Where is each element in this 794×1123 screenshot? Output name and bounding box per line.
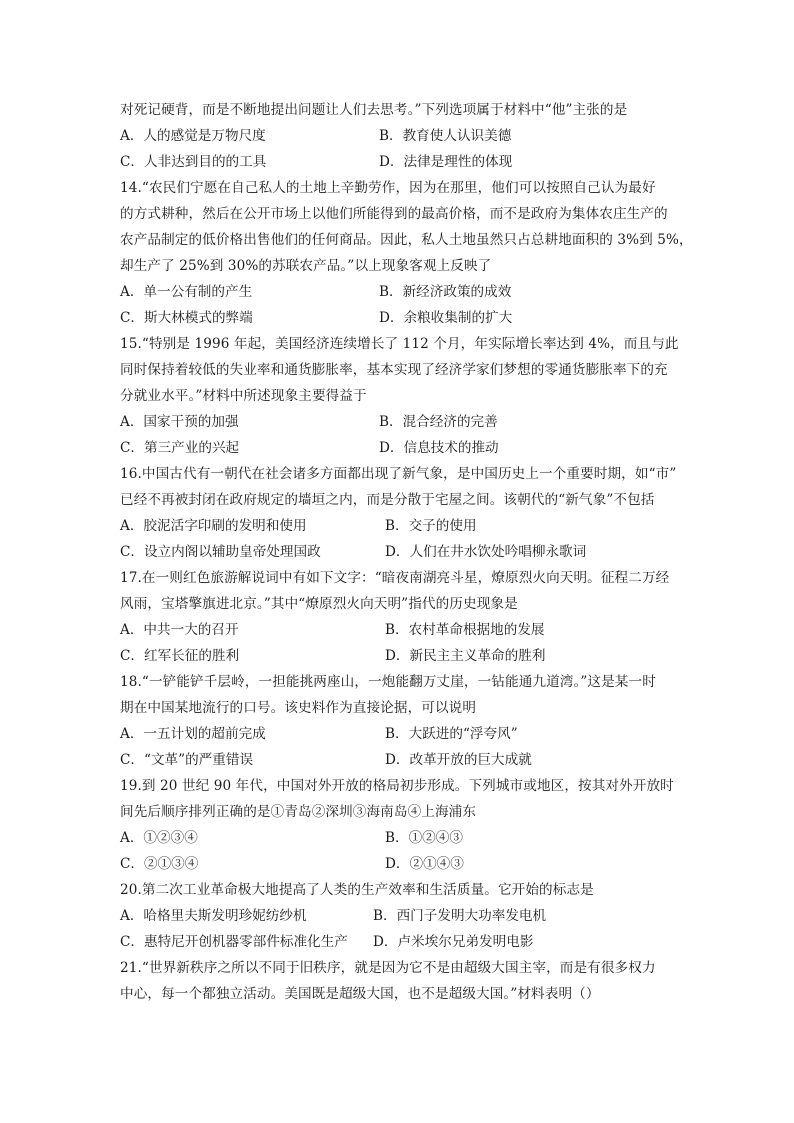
q20-stem-line-1: 20.第二次工业革命极大地提高了人类的生产效率和生活质量。它开始的标志是 <box>120 882 594 898</box>
q19-stem-line-1: 19.到 20 世纪 90 年代，中国对外开放的格局初步形成。下列城市或地区，按其对外开放时 <box>120 778 674 794</box>
q19-stem-line-2: 间先后顺序排列正确的是①青岛②深圳③海南岛④上海浦东 <box>120 804 477 820</box>
q14-stem-line-4: 却生产了 25%到 30%的苏联农产品。”以上现象客观上反映了 <box>120 258 492 274</box>
q18-stem-line-2: 期在中国某地流行的口号。该史料作为直接论据，可以说明 <box>120 700 477 716</box>
q21-stem-line-1: 21.“世界新秩序之所以不同于旧秩序，就是因为它不是由超级大国主宰，而是有很多权力 <box>120 960 656 976</box>
q16-option-c: C．设立内阁以辅助皇帝处理国政 <box>120 544 321 560</box>
q18-option-d: D．改革开放的巨大成就 <box>385 752 532 768</box>
q17-stem-line-2: 风雨，宝塔擎旗进北京。”其中“燎原烈火向天明”指代的历史现象是 <box>120 596 518 612</box>
q13-option-c: C．人非达到目的的工具 <box>120 154 267 170</box>
q16-stem-line-1: 16.中国古代有一朝代在社会诸多方面都出现了新气象，是中国历史上一个重要时期，如“市” <box>120 466 677 482</box>
q17-stem-line-1: 17.在一则红色旅游解说词中有如下文字：“暗夜南湖亮斗星，燎原烈火向天明。征程二万经 <box>120 570 670 586</box>
q15-stem-line-2: 同时保持着较低的失业率和通货膨胀率，基本实现了经济学家们梦想的零通货膨胀率下的充 <box>120 362 668 378</box>
q16-option-d: D．人们在井水饮处吟唱柳永歌词 <box>385 544 587 560</box>
q20-option-d: D．卢米埃尔兄弟发明电影 <box>373 934 534 950</box>
q15-option-b: B．混合经济的完善 <box>379 414 498 430</box>
q13-option-b: B．教育使人认识美德 <box>379 128 512 144</box>
q13-option-a: A．人的感觉是万物尺度 <box>120 128 266 144</box>
q19-option-b: B．①②④③ <box>385 830 463 846</box>
q20-option-b: B．西门子发明大功率发电机 <box>373 908 547 924</box>
q19-option-d: D．②①④③ <box>385 856 464 872</box>
q21-stem-line-2: 中心，每一个都独立活动。美国既是超级大国，也不是超级大国。”材料表明（） <box>120 986 600 1002</box>
q14-stem-line-3: 农产品制定的低价格出售他们的任何商品。因此，私人土地虽然只占总耕地面积的 3%到 5%， <box>120 232 693 248</box>
q15-option-c: C．第三产业的兴起 <box>120 440 240 456</box>
q14-option-c: C．斯大林模式的弊端 <box>120 310 253 326</box>
question-13-continuation: 对死记硬背，而是不断地提出问题让人们去思考。”下列选项属于材料中“他”主张的是 <box>120 102 628 118</box>
q16-stem-line-2: 已经不再被封闭在政府规定的墙垣之内，而是分散于宅屋之间。该朝代的“新气象”不包括 <box>120 492 655 508</box>
q15-option-a: A．国家干预的加强 <box>120 414 239 430</box>
q14-stem-line-2: 的方式耕种，然后在公开市场上以他们所能得到的最高价格，而不是政府为集体农庄生产的 <box>120 206 668 222</box>
q15-stem-line-3: 分就业水平。”材料中所述现象主要得益于 <box>120 388 367 404</box>
q14-option-a: A．单一公有制的产生 <box>120 284 253 300</box>
q17-option-a: A．中共一大的召开 <box>120 622 239 638</box>
q17-option-b: B．农村革命根据地的发展 <box>385 622 545 638</box>
q18-option-c: C．“文革”的严重错误 <box>120 752 254 768</box>
q14-option-b: B．新经济政策的成效 <box>379 284 512 300</box>
q15-option-d: D．信息技术的推动 <box>379 440 499 456</box>
q20-option-a: A．哈格里夫斯发明珍妮纺纱机 <box>120 908 307 924</box>
q16-option-a: A．胶泥活字印刷的发明和使用 <box>120 518 307 534</box>
q14-stem-line-1: 14.“农民们宁愿在自己私人的土地上辛勤劳作，因为在那里，他们可以按照自己认为最好 <box>120 180 656 196</box>
q17-option-d: D．新民主主义革命的胜利 <box>385 648 546 664</box>
q19-option-c: C．②①③④ <box>120 856 199 872</box>
q18-stem-line-1: 18.“一铲能铲千层岭，一担能挑两座山，一炮能翻万丈崖，一钻能通九道湾。”这是某一时 <box>120 674 656 690</box>
q16-option-b: B．交子的使用 <box>385 518 477 534</box>
q14-option-d: D．余粮收集制的扩大 <box>379 310 513 326</box>
q15-stem-line-1: 15.“特别是 1996 年起，美国经济连续增长了 112 个月，年实际增长率达到 4%，而且与此 <box>120 336 679 352</box>
q17-option-c: C．红军长征的胜利 <box>120 648 240 664</box>
q18-option-b: B．大跃进的“浮夸风” <box>385 726 518 742</box>
q19-option-a: A．①②③④ <box>120 830 198 846</box>
q13-option-d: D．法律是理性的体现 <box>379 154 513 170</box>
q18-option-a: A．一五计划的超前完成 <box>120 726 266 742</box>
q20-option-c: C．惠特尼开创机器零部件标准化生产 <box>120 934 348 950</box>
